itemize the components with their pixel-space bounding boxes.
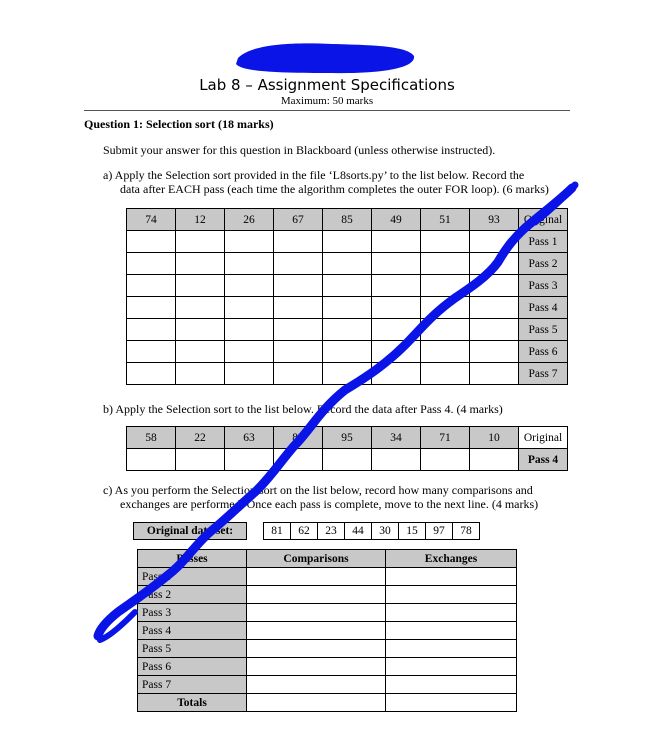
answer-cell[interactable] <box>421 341 470 363</box>
answer-cell[interactable] <box>386 694 517 712</box>
answer-cell[interactable] <box>421 449 470 471</box>
table-row <box>127 209 568 231</box>
table-row <box>127 231 568 253</box>
table-row <box>138 604 517 622</box>
answer-cell[interactable] <box>421 231 470 253</box>
answer-cell[interactable] <box>323 253 372 275</box>
row-label: Pass 1 <box>519 231 568 253</box>
answer-cell[interactable] <box>372 297 421 319</box>
answer-cell[interactable] <box>225 253 274 275</box>
answer-cell[interactable] <box>274 297 323 319</box>
page-title: Lab 8 – Assignment Specifications <box>199 76 455 94</box>
answer-cell[interactable] <box>176 449 225 471</box>
answer-cell[interactable] <box>372 341 421 363</box>
table-row <box>138 640 517 658</box>
answer-cell[interactable] <box>323 231 372 253</box>
row-label: Pass 3 <box>519 275 568 297</box>
row-label: Original <box>519 209 568 231</box>
row-label: Pass 4 <box>138 622 247 640</box>
table-cell: 26 <box>225 209 274 231</box>
row-label: Pass 6 <box>519 341 568 363</box>
answer-cell[interactable] <box>386 676 517 694</box>
table-cell: 87 <box>274 427 323 449</box>
answer-cell[interactable] <box>470 275 519 297</box>
table-row <box>127 427 568 449</box>
table-cell: 15 <box>399 523 426 540</box>
part-c-text-2: exchanges are performed. Once each pass is complete, move to the next line. (4 marks) <box>120 497 539 511</box>
answer-cell[interactable] <box>386 586 517 604</box>
table-a <box>126 208 568 385</box>
table-cell: 63 <box>225 427 274 449</box>
row-label: Pass 5 <box>519 319 568 341</box>
row-label: Original <box>519 427 568 449</box>
answer-cell[interactable] <box>247 676 386 694</box>
answer-cell[interactable] <box>323 297 372 319</box>
answer-cell[interactable] <box>386 568 517 586</box>
row-label: Pass 2 <box>519 253 568 275</box>
table-cell: 10 <box>470 427 519 449</box>
table-row <box>138 676 517 694</box>
answer-cell[interactable] <box>225 297 274 319</box>
table-cell: 12 <box>176 209 225 231</box>
answer-cell[interactable] <box>225 341 274 363</box>
answer-cell[interactable] <box>274 363 323 385</box>
answer-cell[interactable] <box>225 231 274 253</box>
table-cell: 71 <box>421 427 470 449</box>
part-a-text-1: a) Apply the Selection sort provided in the file ‘L8sorts.py’ to the list below. Record the <box>103 168 525 182</box>
table-cell: 67 <box>274 209 323 231</box>
answer-cell[interactable] <box>470 253 519 275</box>
answer-cell[interactable] <box>274 341 323 363</box>
table-cell: 62 <box>291 523 318 540</box>
answer-cell[interactable] <box>323 341 372 363</box>
answer-cell[interactable] <box>470 297 519 319</box>
table-row <box>127 253 568 275</box>
divider <box>84 110 570 111</box>
answer-cell[interactable] <box>127 449 176 471</box>
row-label: Pass 3 <box>138 604 247 622</box>
table-cell: 22 <box>176 427 225 449</box>
answer-cell[interactable] <box>386 640 517 658</box>
row-label: Pass 6 <box>138 658 247 676</box>
answer-cell[interactable] <box>372 449 421 471</box>
answer-cell[interactable] <box>176 319 225 341</box>
table-c <box>133 522 480 540</box>
table-row <box>138 658 517 676</box>
table-cell: 93 <box>470 209 519 231</box>
answer-cell[interactable] <box>421 297 470 319</box>
dataset-label: Original data set: <box>134 523 247 540</box>
totals-label: Totals <box>138 694 247 712</box>
answer-cell[interactable] <box>421 319 470 341</box>
answer-cell[interactable] <box>274 319 323 341</box>
answer-cell[interactable] <box>274 449 323 471</box>
table-cell: 95 <box>323 427 372 449</box>
table-row <box>127 341 568 363</box>
row-label: Pass 7 <box>519 363 568 385</box>
answer-cell[interactable] <box>247 658 386 676</box>
intro-text: Submit your answer for this question in Blackboard (unless otherwise instructed). <box>103 143 496 157</box>
table-row <box>127 319 568 341</box>
answer-cell[interactable] <box>127 319 176 341</box>
answer-cell[interactable] <box>247 568 386 586</box>
answer-cell[interactable] <box>470 363 519 385</box>
answer-cell[interactable] <box>127 253 176 275</box>
answer-cell[interactable] <box>225 449 274 471</box>
part-b-text: b) Apply the Selection sort to the list below. Record the data after Pass 4. (4 marks) <box>103 402 503 416</box>
table-row <box>134 523 480 540</box>
answer-cell[interactable] <box>247 640 386 658</box>
answer-cell[interactable] <box>127 231 176 253</box>
row-label: Pass 1 <box>138 568 247 586</box>
answer-cell[interactable] <box>372 275 421 297</box>
answer-cell[interactable] <box>274 253 323 275</box>
table-row <box>138 550 517 568</box>
answer-cell[interactable] <box>176 275 225 297</box>
part-c-text-1: c) As you perform the Selection sort on the list below, record how many comparisons and <box>103 483 533 497</box>
answer-cell[interactable] <box>372 253 421 275</box>
answer-cell[interactable] <box>225 363 274 385</box>
answer-cell[interactable] <box>127 341 176 363</box>
table-row <box>127 363 568 385</box>
answer-cell[interactable] <box>323 449 372 471</box>
table-cell: 30 <box>372 523 399 540</box>
table-row <box>138 586 517 604</box>
answer-cell[interactable] <box>127 275 176 297</box>
question-heading: Question 1: Selection sort (18 marks) <box>84 117 274 131</box>
answer-cell[interactable] <box>386 604 517 622</box>
row-label: Pass 7 <box>138 676 247 694</box>
answer-cell[interactable] <box>470 231 519 253</box>
table-cell: 51 <box>421 209 470 231</box>
row-label: Pass 5 <box>138 640 247 658</box>
table-cell: 58 <box>127 427 176 449</box>
part-a-text-2: data after EACH pass (each time the algorithm completes the outer FOR loop). (6 marks) <box>120 182 549 196</box>
table-row <box>127 275 568 297</box>
row-label: Pass 4 <box>519 297 568 319</box>
table-row <box>138 568 517 586</box>
table-b <box>126 426 568 471</box>
table-cell: 49 <box>372 209 421 231</box>
table-cell: 74 <box>127 209 176 231</box>
table-cell: 78 <box>453 523 480 540</box>
column-header: Exchanges <box>386 550 517 568</box>
answer-cell[interactable] <box>127 363 176 385</box>
answer-cell[interactable] <box>247 622 386 640</box>
answer-cell[interactable] <box>470 449 519 471</box>
page-subtitle: Maximum: 50 marks <box>280 95 374 107</box>
answer-cell[interactable] <box>421 275 470 297</box>
answer-cell[interactable] <box>274 275 323 297</box>
answer-cell[interactable] <box>470 341 519 363</box>
answer-cell[interactable] <box>274 231 323 253</box>
table-row <box>127 297 568 319</box>
answer-cell[interactable] <box>247 604 386 622</box>
answer-cell[interactable] <box>323 275 372 297</box>
row-label: Pass 4 <box>519 449 568 471</box>
answer-cell[interactable] <box>176 297 225 319</box>
table-cell: 23 <box>318 523 345 540</box>
redaction-mark <box>232 40 418 76</box>
answer-cell[interactable] <box>372 231 421 253</box>
answer-cell[interactable] <box>247 586 386 604</box>
table-row <box>138 694 517 712</box>
table-row <box>127 449 568 471</box>
answer-cell[interactable] <box>470 319 519 341</box>
row-label: Pass 2 <box>138 586 247 604</box>
table-cell: 81 <box>264 523 291 540</box>
answer-cell[interactable] <box>127 297 176 319</box>
answer-cell[interactable] <box>225 275 274 297</box>
answer-cell[interactable] <box>323 363 372 385</box>
column-header: Comparisons <box>247 550 386 568</box>
answer-cell[interactable] <box>225 319 274 341</box>
table-cell: 85 <box>323 209 372 231</box>
answer-cell[interactable] <box>176 363 225 385</box>
table-d <box>137 549 517 712</box>
answer-cell[interactable] <box>323 319 372 341</box>
answer-cell[interactable] <box>386 622 517 640</box>
answer-cell[interactable] <box>247 694 386 712</box>
table-cell: 97 <box>426 523 453 540</box>
answer-cell[interactable] <box>386 658 517 676</box>
answer-cell[interactable] <box>372 319 421 341</box>
table-cell: 44 <box>345 523 372 540</box>
answer-cell[interactable] <box>176 231 225 253</box>
answer-cell[interactable] <box>421 363 470 385</box>
table-cell: 34 <box>372 427 421 449</box>
answer-cell[interactable] <box>372 363 421 385</box>
answer-cell[interactable] <box>176 341 225 363</box>
answer-cell[interactable] <box>176 253 225 275</box>
answer-cell[interactable] <box>421 253 470 275</box>
column-header: Passes <box>138 550 247 568</box>
table-row <box>138 622 517 640</box>
